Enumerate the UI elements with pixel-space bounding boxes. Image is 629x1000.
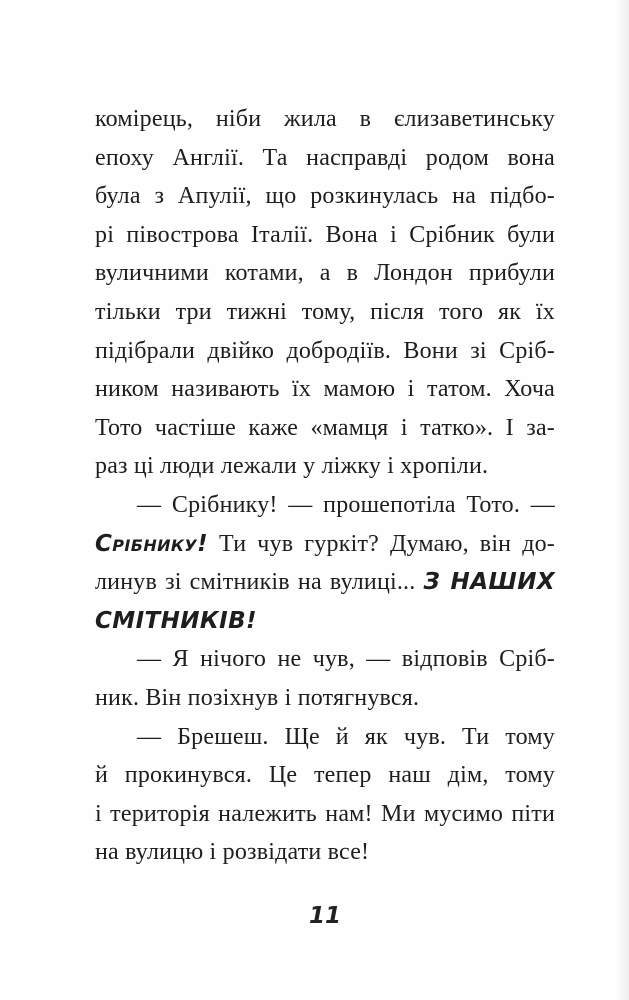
text-line [95,447,555,486]
page-edge-shadow [615,0,629,1000]
text-segment: епоху Англії. Та насправді родом вона [95,144,555,171]
text-line [95,679,555,718]
text-line [95,486,555,525]
text-line [95,409,555,448]
text-segment: комірець, ніби жила в єлизаветинську [95,106,555,132]
text-line [95,370,555,409]
page-number: 11 [308,903,341,929]
text-segment: — Срібнику! — прошепотіла Тото. — [137,491,555,518]
text-segment: Тото частіше каже «мамця і татко». І за- [95,414,555,441]
text-line [95,254,555,293]
text-segment: підібрали двійко добродіїв. Вони зі Сріб- [95,337,555,364]
shout-text: СМІТНИКІВ! [95,607,257,634]
text-line [95,332,555,371]
text-segment: линув зі смітників на вулиці... [95,569,424,596]
text-segment: — Я нічого не чув, — відповів Сріб- [137,646,555,673]
text-line [95,718,555,757]
text-line [95,640,555,679]
text-segment: — Брешеш. Ще й як чув. Ти тому [137,723,555,750]
text-segment: вуличними котами, а в Лондон прибули [95,260,555,287]
text-segment: рі півострова Італії. Вона і Срібник були [95,221,555,248]
text-segment: ник. Він позіхнув і потягнувся. [95,684,420,711]
shout-text: Срібнику! [95,530,209,557]
text-line [95,177,555,216]
text-line [95,139,555,178]
text-line [95,293,555,332]
text-segment: і територія належить нам! Ми мусимо піти [95,800,555,827]
text-segment: раз ці люди лежали у ліжку і хропіли. [95,453,489,480]
text-segment: Ти чув гуркіт? Думаю, він до- [208,530,555,557]
text-line [95,833,555,872]
text-line [95,100,555,139]
text-segment: тільки три тижні тому, після того як їх [95,298,555,325]
text-segment: й прокинувся. Це тепер наш дім, тому [95,762,555,789]
text-segment: на вулицю і розвідати все! [95,839,370,866]
text-segment: ником називають їх мамою і татом. Хоча [95,376,555,403]
text-line [95,756,555,795]
text-line [95,602,555,641]
text-line [95,525,555,564]
text-line [95,795,555,834]
page-text-block [95,100,555,872]
text-line [95,563,555,602]
text-segment: була з Апулії, що розкинулась на підбо- [95,183,555,210]
shout-text: З НАШИХ [423,569,555,596]
text-line [95,216,555,255]
